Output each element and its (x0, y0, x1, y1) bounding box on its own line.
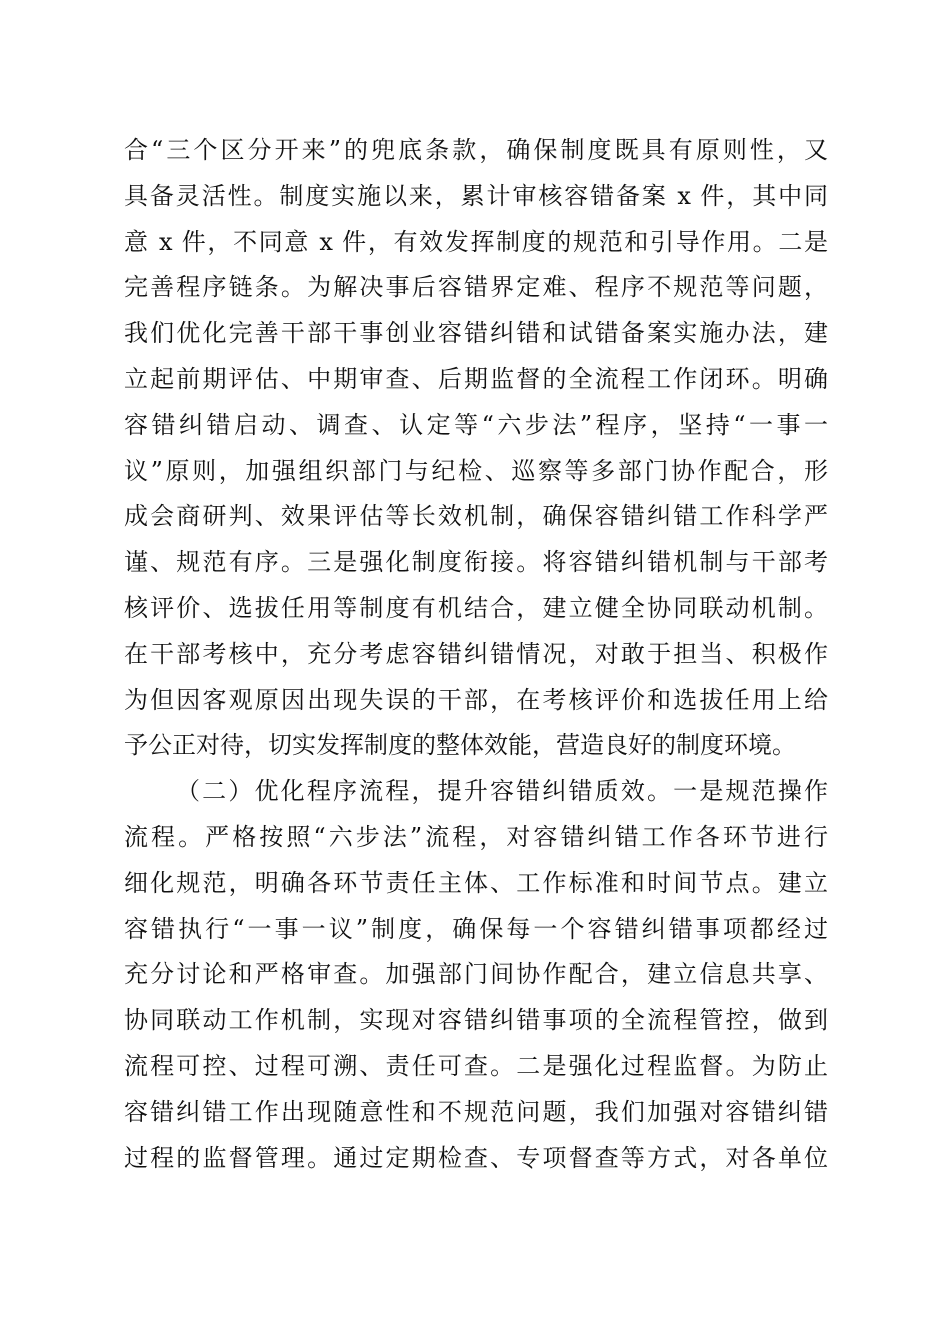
text-line: 议”原则，加强组织部门与纪检、巡察等多部门协作配合，形 (124, 456, 828, 485)
document-body (124, 128, 828, 1181)
text-line: 意 x 件，不同意 x 件，有效发挥制度的规范和引导作用。二是 (124, 227, 828, 256)
text-line: 核评价、选拔任用等制度有机结合，建立健全协同联动机制。 (124, 593, 828, 622)
text-line: 为但因客观原因出现失误的干部，在考核评价和选拔任用上给 (124, 685, 828, 714)
text-line: 容错纠错工作出现随意性和不规范问题，我们加强对容错纠错 (124, 1097, 828, 1126)
text-line: 立起前期评估、中期审查、后期监督的全流程工作闭环。明确 (124, 364, 828, 393)
text-line: 予公正对待，切实发挥制度的整体效能，营造良好的制度环境。 (124, 731, 796, 760)
text-line: 充分讨论和严格审查。加强部门间协作配合，建立信息共享、 (124, 960, 828, 989)
text-line: 过程的监督管理。通过定期检查、专项督查等方式，对各单位 (124, 1143, 828, 1172)
text-line: 细化规范，明确各环节责任主体、工作标准和时间节点。建立 (124, 868, 828, 897)
text-line: 具备灵活性。制度实施以来，累计审核容错备案 x 件，其中同 (124, 181, 828, 210)
section-heading-line: （二）优化程序流程，提升容错纠错质效。一是规范操作 (176, 777, 828, 806)
text-line: 谨、规范有序。三是强化制度衔接。将容错纠错机制与干部考 (124, 548, 828, 577)
text-line: 流程。严格按照“六步法”流程，对容错纠错工作各环节进行 (124, 822, 828, 851)
text-line: 我们优化完善干部干事创业容错纠错和试错备案实施办法，建 (124, 319, 828, 348)
text-line: 完善程序链条。为解决事后容错界定难、程序不规范等问题， (124, 273, 828, 302)
text-line: 在干部考核中，充分考虑容错纠错情况，对敢于担当、积极作 (124, 639, 828, 668)
text-line: 容错纠错启动、调查、认定等“六步法”程序，坚持“一事一 (124, 410, 828, 439)
text-line: 成会商研判、效果评估等长效机制，确保容错纠错工作科学严 (124, 502, 828, 531)
text-line: 流程可控、过程可溯、责任可查。二是强化过程监督。为防止 (124, 1051, 828, 1080)
text-line: 合“三个区分开来”的兜底条款，确保制度既具有原则性，又 (124, 136, 828, 164)
text-line: 容错执行“一事一议”制度，确保每一个容错纠错事项都经过 (124, 914, 828, 943)
text-line: 协同联动工作机制，实现对容错纠错事项的全流程管控，做到 (124, 1006, 828, 1035)
